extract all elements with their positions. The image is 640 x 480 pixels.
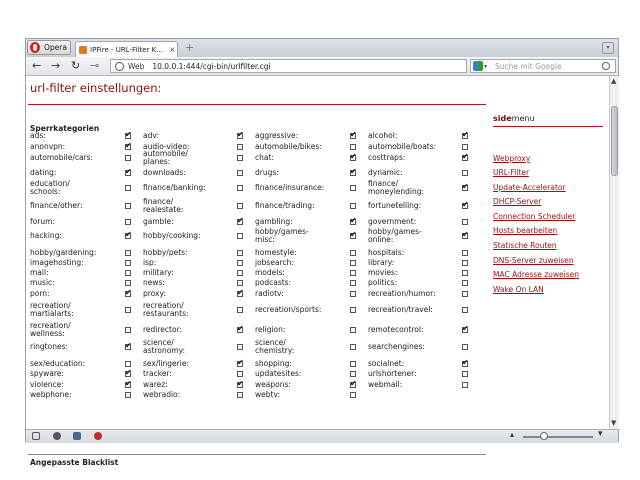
category-checkbox[interactable] xyxy=(237,144,243,150)
category-checkbox[interactable] xyxy=(237,291,243,297)
category-label: warez: xyxy=(143,380,168,389)
category-label: violence: xyxy=(30,380,64,389)
category-label: gambling: xyxy=(255,217,293,226)
category-label: radiotv: xyxy=(255,289,284,298)
side-menu-link[interactable]: Wake On LAN xyxy=(493,285,544,294)
category-checkbox[interactable] xyxy=(125,280,131,286)
category-checkbox[interactable] xyxy=(462,250,468,256)
category-checkbox[interactable] xyxy=(462,280,468,286)
category-label: hacking: xyxy=(30,231,62,240)
side-menu-link[interactable]: Update-Accelerator xyxy=(493,183,566,192)
panel-toggle-icon[interactable] xyxy=(32,432,40,440)
page-content xyxy=(26,76,609,467)
address-toolbar xyxy=(26,57,618,76)
category-label: finance/insurance: xyxy=(255,183,325,192)
search-field[interactable] xyxy=(470,59,616,73)
category-checkbox[interactable] xyxy=(125,371,131,377)
globe-icon xyxy=(115,62,124,71)
category-checkbox[interactable] xyxy=(125,260,131,266)
opera-logo-icon xyxy=(30,42,40,53)
category-label: sex/lingerie: xyxy=(143,359,189,368)
category-label: shopping: xyxy=(255,359,292,368)
category-label: podcasts: xyxy=(255,278,292,287)
side-menu-link[interactable]: Hosts bearbeiten xyxy=(493,226,558,235)
category-checkbox[interactable] xyxy=(125,392,131,398)
category-label: religion: xyxy=(255,325,286,334)
scroll-down-icon[interactable]: ▼ xyxy=(611,419,617,427)
category-label: recreation/ martialarts: xyxy=(30,301,74,318)
category-label: imagehosting: xyxy=(30,258,84,267)
category-checkbox[interactable] xyxy=(462,291,468,297)
category-checkbox[interactable] xyxy=(237,133,243,139)
category-label: library: xyxy=(368,258,395,267)
category-checkbox[interactable] xyxy=(462,382,468,388)
category-checkbox[interactable] xyxy=(125,307,131,313)
category-label: automobile/boats: xyxy=(368,142,437,151)
category-checkbox[interactable] xyxy=(462,344,468,350)
category-label: government: xyxy=(368,217,417,226)
category-checkbox[interactable] xyxy=(350,270,356,276)
zoom-in-icon[interactable]: ▾ xyxy=(598,429,603,439)
category-checkbox[interactable] xyxy=(462,307,468,313)
category-checkbox[interactable] xyxy=(350,170,356,176)
category-checkbox[interactable] xyxy=(350,203,356,209)
category-checkbox[interactable] xyxy=(350,155,356,161)
scroll-up-icon[interactable]: ▲ xyxy=(611,77,617,85)
category-checkbox[interactable] xyxy=(125,344,131,350)
category-label: weapons: xyxy=(255,380,291,389)
tab-ipfire[interactable] xyxy=(75,41,178,57)
category-label: finance/trading: xyxy=(255,201,315,210)
category-checkbox[interactable] xyxy=(125,144,131,150)
category-checkbox[interactable] xyxy=(237,270,243,276)
category-label: models: xyxy=(255,268,285,277)
category-checkbox[interactable] xyxy=(125,133,131,139)
turbo-icon[interactable] xyxy=(94,432,102,440)
category-checkbox[interactable] xyxy=(237,344,243,350)
category-checkbox[interactable] xyxy=(237,280,243,286)
category-label: automobile/cars: xyxy=(30,153,94,162)
category-checkbox[interactable] xyxy=(237,250,243,256)
category-label: music: xyxy=(30,278,55,287)
category-checkbox[interactable] xyxy=(125,250,131,256)
category-label: chat: xyxy=(255,153,274,162)
category-checkbox[interactable] xyxy=(462,155,468,161)
category-checkbox[interactable] xyxy=(237,361,243,367)
tab-close-icon[interactable]: × xyxy=(169,45,176,54)
category-label: aggressive: xyxy=(255,131,299,140)
category-label: dating: xyxy=(30,168,57,177)
opera-menu-button[interactable] xyxy=(27,40,71,55)
category-label: hobby/pets: xyxy=(143,248,188,257)
category-checkbox[interactable] xyxy=(350,250,356,256)
side-menu-link[interactable]: DHCP-Server xyxy=(493,197,542,206)
category-label: updatesites: xyxy=(255,369,302,378)
category-checkbox[interactable] xyxy=(237,233,243,239)
reload-icon[interactable]: ↻ xyxy=(71,59,81,72)
category-label: recreation/humor: xyxy=(368,289,436,298)
category-checkbox[interactable] xyxy=(237,327,243,333)
category-label: remotecontrol: xyxy=(368,325,424,334)
category-checkbox[interactable] xyxy=(350,144,356,150)
category-checkbox[interactable] xyxy=(350,280,356,286)
side-menu-link[interactable]: Webproxy xyxy=(493,154,531,163)
category-label: audio-video: xyxy=(143,142,190,151)
category-label: urlshortener: xyxy=(368,369,417,378)
tab-menu-icon[interactable]: ▾ xyxy=(602,42,614,54)
category-label: fortunetelling: xyxy=(368,201,422,210)
category-checkbox[interactable] xyxy=(350,260,356,266)
category-label: webtv: xyxy=(255,390,281,399)
web-label: Web xyxy=(128,61,145,71)
side-menu-link[interactable]: Connection Scheduler xyxy=(493,212,576,221)
category-label: science/ chemistry: xyxy=(255,338,295,355)
category-checkbox[interactable] xyxy=(237,371,243,377)
category-label: finance/banking: xyxy=(143,183,206,192)
category-label: homestyle: xyxy=(255,248,297,257)
category-label: recreation/travel: xyxy=(368,305,433,314)
page-title: url-filter einstellungen: xyxy=(30,81,162,95)
share-icon[interactable] xyxy=(73,432,81,440)
category-checkbox[interactable] xyxy=(350,233,356,239)
category-label: hospitals: xyxy=(368,248,405,257)
category-label: jobsearch: xyxy=(255,258,294,267)
forward-icon[interactable]: → xyxy=(51,59,61,72)
category-checkbox[interactable] xyxy=(237,185,243,191)
category-label: forum: xyxy=(30,217,55,226)
category-label: hobby/games- online: xyxy=(368,227,422,244)
category-checkbox[interactable] xyxy=(237,155,243,161)
category-label: education/ schools: xyxy=(30,179,70,196)
category-label: movies: xyxy=(368,268,398,277)
category-checkbox[interactable] xyxy=(350,382,356,388)
category-checkbox[interactable] xyxy=(237,170,243,176)
category-checkbox[interactable] xyxy=(462,133,468,139)
category-checkbox[interactable] xyxy=(125,233,131,239)
category-checkbox[interactable] xyxy=(350,371,356,377)
category-label: costtraps: xyxy=(368,153,406,162)
key-icon[interactable]: ⊸ xyxy=(90,59,100,72)
category-label: military: xyxy=(143,268,174,277)
category-checkbox[interactable] xyxy=(462,260,468,266)
category-checkbox[interactable] xyxy=(237,203,243,209)
category-label: downloads: xyxy=(143,168,186,177)
category-label: ads: xyxy=(30,131,46,140)
category-checkbox[interactable] xyxy=(237,307,243,313)
category-checkbox[interactable] xyxy=(125,291,131,297)
tab-title: IPFire - URL-Filter K... xyxy=(90,45,163,54)
category-label: alcohol: xyxy=(368,131,398,140)
category-label: redirector: xyxy=(143,325,183,334)
tab-bar xyxy=(26,39,618,58)
category-checkbox[interactable] xyxy=(125,382,131,388)
category-checkbox[interactable] xyxy=(462,233,468,239)
title-divider xyxy=(28,104,486,105)
category-checkbox[interactable] xyxy=(125,203,131,209)
category-checkbox[interactable] xyxy=(462,203,468,209)
category-checkbox[interactable] xyxy=(462,144,468,150)
category-label: spyware: xyxy=(30,369,64,378)
back-icon[interactable]: ← xyxy=(32,59,42,72)
side-menu-link[interactable]: URL-Filter xyxy=(493,168,530,177)
category-label: webradio: xyxy=(143,390,181,399)
category-checkbox[interactable] xyxy=(237,382,243,388)
category-label: webphone: xyxy=(30,390,72,399)
category-label: mail: xyxy=(30,268,49,277)
category-checkbox[interactable] xyxy=(350,392,356,398)
category-label: adv: xyxy=(143,131,159,140)
category-checkbox[interactable] xyxy=(237,219,243,225)
category-checkbox[interactable] xyxy=(462,219,468,225)
category-label: finance/other: xyxy=(30,201,83,210)
category-checkbox[interactable] xyxy=(125,185,131,191)
scroll-thumb[interactable] xyxy=(611,106,618,176)
side-menu xyxy=(493,114,609,294)
category-label: automobile/bikes: xyxy=(255,142,322,151)
opera-menu-label: Opera xyxy=(44,43,67,52)
category-checkbox[interactable] xyxy=(462,371,468,377)
category-checkbox[interactable] xyxy=(350,344,356,350)
category-checkbox[interactable] xyxy=(237,392,243,398)
category-label: recreation/ wellness: xyxy=(30,321,71,338)
search-engine-dropdown-icon[interactable]: ▾ xyxy=(484,62,488,70)
category-checkbox[interactable] xyxy=(350,361,356,367)
category-label: hobby/cooking: xyxy=(143,231,201,240)
section-title-blacklist: Angepasste Blacklist xyxy=(30,458,119,467)
category-label: proxy: xyxy=(143,289,166,298)
zoom-slider-knob[interactable] xyxy=(540,432,548,440)
category-checkbox[interactable] xyxy=(462,185,468,191)
category-label: sex/education: xyxy=(30,359,86,368)
cloud-icon[interactable] xyxy=(53,432,61,440)
category-label: socialnet: xyxy=(368,359,405,368)
category-checkbox[interactable] xyxy=(125,270,131,276)
category-checkbox[interactable] xyxy=(350,185,356,191)
category-label: hobby/games- misc: xyxy=(255,227,309,244)
zoom-slider[interactable] xyxy=(523,436,593,438)
new-tab-icon[interactable]: + xyxy=(185,41,195,54)
category-checkbox[interactable] xyxy=(350,133,356,139)
side-menu-heading-rest: menu xyxy=(511,114,535,123)
side-menu-divider xyxy=(493,126,603,127)
category-checkbox[interactable] xyxy=(462,327,468,333)
browser-window xyxy=(25,38,619,467)
category-label: automobile/ planes: xyxy=(143,149,188,166)
category-checkbox[interactable] xyxy=(350,219,356,225)
category-label: webmail: xyxy=(368,380,403,389)
category-checkbox[interactable] xyxy=(125,361,131,367)
status-bar xyxy=(26,429,618,443)
category-label: tracker: xyxy=(143,369,172,378)
side-menu-link[interactable]: DNS-Server zuweisen xyxy=(493,256,574,265)
category-label: news: xyxy=(143,278,165,287)
category-label: finance/ realestate: xyxy=(143,197,184,214)
category-label: hobby/gardening: xyxy=(30,248,97,257)
category-checkbox[interactable] xyxy=(237,260,243,266)
category-label: drugs: xyxy=(255,168,279,177)
category-checkbox[interactable] xyxy=(125,219,131,225)
address-field[interactable] xyxy=(110,59,467,73)
vertical-scrollbar[interactable] xyxy=(609,76,619,429)
category-label: recreation/sports: xyxy=(255,305,322,314)
side-menu-link[interactable]: Statische Routen xyxy=(493,241,557,250)
category-checkbox[interactable] xyxy=(350,291,356,297)
category-label: gamble: xyxy=(143,217,174,226)
side-menu-heading-bold: side xyxy=(493,114,512,123)
category-checkbox[interactable] xyxy=(462,270,468,276)
category-label: porn: xyxy=(30,289,50,298)
search-input[interactable]: Suche mit Google xyxy=(495,61,562,71)
side-menu-link[interactable]: MAC Adresse zuweisen xyxy=(493,270,579,279)
category-label: dynamic: xyxy=(368,168,403,177)
side-menu-heading xyxy=(493,114,609,123)
category-label: science/ astronomy: xyxy=(143,338,186,355)
category-checkbox[interactable] xyxy=(350,327,356,333)
search-icon[interactable] xyxy=(602,62,610,70)
google-icon[interactable] xyxy=(473,61,483,71)
category-checkbox[interactable] xyxy=(350,307,356,313)
category-label: isp: xyxy=(143,258,157,267)
url-text[interactable]: 10.0.0.1:444/cgi-bin/urlfilter.cgi xyxy=(152,61,271,71)
category-checkbox[interactable] xyxy=(125,155,131,161)
category-label: politics: xyxy=(368,278,398,287)
category-checkbox[interactable] xyxy=(462,361,468,367)
category-checkbox[interactable] xyxy=(462,170,468,176)
category-label: ringtones: xyxy=(30,342,69,351)
category-checkbox[interactable] xyxy=(125,327,131,333)
category-label: finance/ moneylending: xyxy=(368,179,425,196)
category-label: recreation/ restaurants: xyxy=(143,301,189,318)
category-label: anonvpn: xyxy=(30,142,66,151)
ipfire-favicon-icon xyxy=(79,46,87,54)
category-label: searchengines: xyxy=(368,342,425,351)
section-title-sperrkategorien: Sperrkategorien xyxy=(30,124,100,133)
zoom-out-icon[interactable]: ▴ xyxy=(510,430,515,439)
category-checkbox[interactable] xyxy=(125,170,131,176)
section-divider xyxy=(28,454,486,455)
